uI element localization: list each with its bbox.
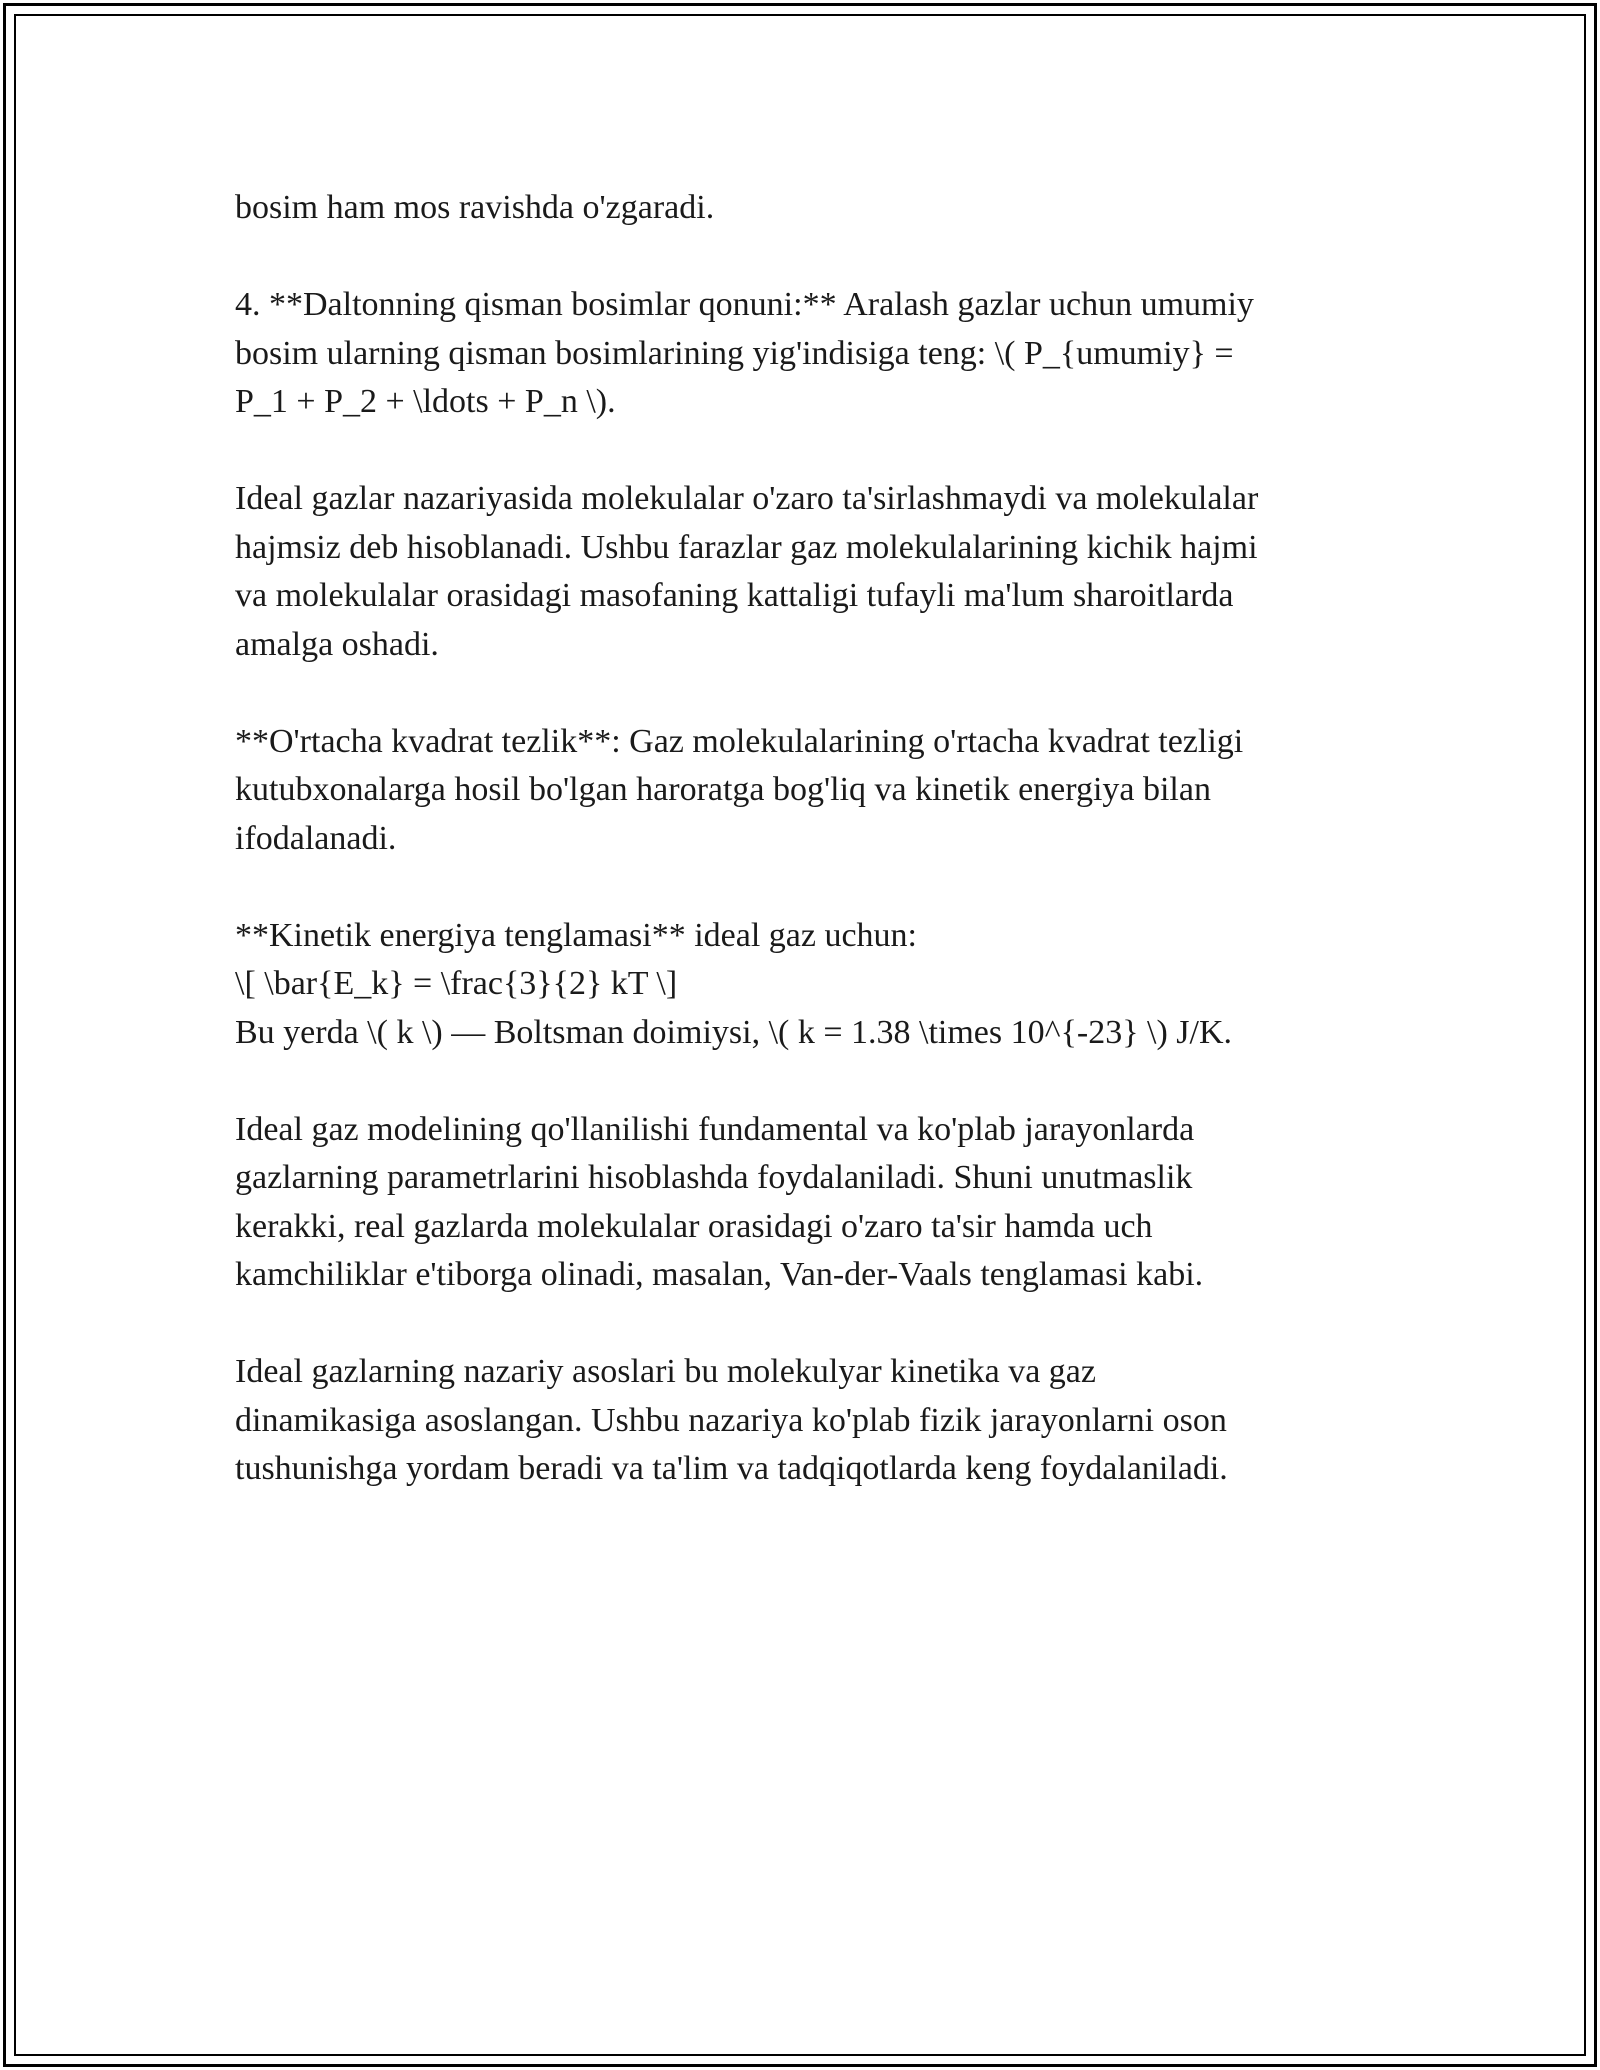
text-line: Bu yerda \( k \) — Boltsman doimiysi, \( k = 1.38 \times 10^{-23} \) J/K.: [235, 1013, 1233, 1051]
paragraph-rms-speed: [235, 718, 1365, 864]
paragraph-ideal-gas-theory: [235, 475, 1365, 669]
text-line: kamchiliklar e'tiborga olinadi, masalan, Van-der-Vaals tenglamasi kabi.: [235, 1256, 1204, 1293]
paragraph-theoretical-basis: [235, 1348, 1365, 1494]
text-line: kerakki, real gazlarda molekulalar orasidagi o'zaro ta'sir hamda uch: [235, 1207, 1153, 1245]
text-line: amalga oshadi.: [235, 625, 439, 663]
text-line: hajmsiz deb hisoblanadi. Ushbu farazlar gaz molekulalarining kichik hajmi: [235, 528, 1258, 566]
text-line: **Kinetik energiya tenglamasi** ideal gaz uchun:: [235, 916, 917, 954]
text-line: **O'rtacha kvadrat tezlik**: Gaz molekulalarining o'rtacha kvadrat tezligi: [235, 722, 1244, 760]
paragraph-dalton-law: [235, 281, 1365, 427]
text-line: dinamikasiga asoslangan. Ushbu nazariya ko'plab fizik jarayonlarni oson: [235, 1401, 1227, 1439]
formula-line: \[ \bar{E_k} = \frac{3}{2} kT \]: [235, 965, 678, 1002]
text-line: va molekulalar orasidagi masofaning kattaligi tufayli ma'lum sharoitlarda: [235, 577, 1234, 614]
text-line: Ideal gaz modelining qo'llanilishi fundamental va ko'plab jarayonlarda: [235, 1110, 1195, 1148]
text-line: P_1 + P_2 + \ldots + P_n \).: [235, 383, 616, 420]
paragraph-pressure-continuation: [235, 184, 1365, 233]
text-line: bosim ham mos ravishda o'zgaradi.: [235, 189, 715, 226]
text-line: Ideal gazlarning nazariy asoslari bu molekulyar kinetika va gaz: [235, 1353, 1096, 1390]
text-line: gazlarning parametrlarini hisoblashda foydalaniladi. Shuni unutmaslik: [235, 1159, 1193, 1196]
text-line: tushunishga yordam beradi va ta'lim va tadqiqotlarda keng foydalaniladi.: [235, 1450, 1228, 1487]
text-line: kutubxonalarga hosil bo'lgan haroratga bog'liq va kinetik energiya bilan: [235, 771, 1211, 808]
paragraph-kinetic-energy: [235, 912, 1365, 1058]
document-body: [235, 184, 1365, 1542]
text-line: bosim ularning qisman bosimlarining yig'indisiga teng: \( P_{umumiy} =: [235, 334, 1234, 372]
paragraph-ideal-gas-model: [235, 1106, 1365, 1300]
text-line: 4. **Daltonning qisman bosimlar qonuni:** Aralash gazlar uchun umumiy: [235, 286, 1254, 323]
text-line: Ideal gazlar nazariyasida molekulalar o'zaro ta'sirlashmaydi va molekulalar: [235, 480, 1259, 517]
text-line: ifodalanadi.: [235, 819, 397, 857]
